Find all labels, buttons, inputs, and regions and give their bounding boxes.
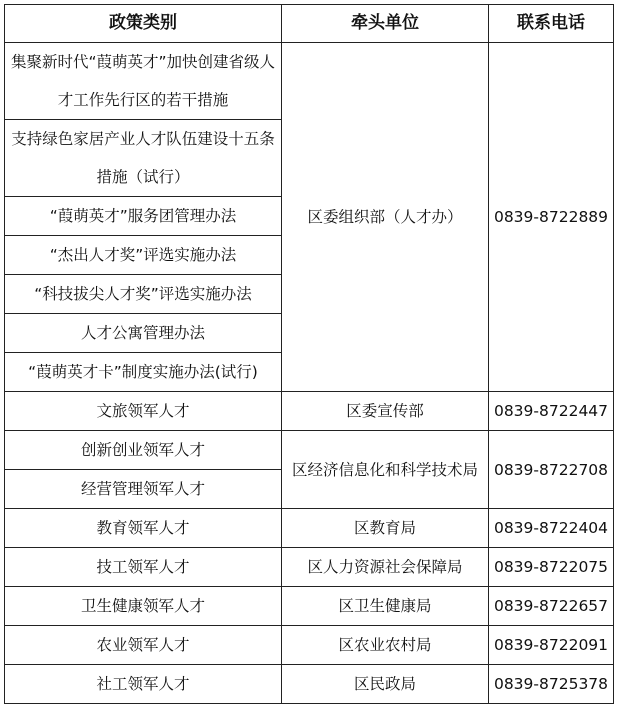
- table-row: [5, 509, 614, 548]
- phone-cell: 0839-8722404: [489, 509, 614, 548]
- phone-cell: 0839-8722075: [489, 548, 614, 587]
- phone-cell: 0839-8722447: [489, 392, 614, 431]
- policy-cell: 集聚新时代“葭萌英才”加快创建省级人才工作先行区的若干措施: [5, 43, 282, 120]
- phone-cell: 0839-8722889: [489, 43, 614, 392]
- header-phone: 联系电话: [489, 5, 614, 43]
- unit-cell: 区委组织部（人才办）: [282, 43, 489, 392]
- unit-cell: 区人力资源社会保障局: [282, 548, 489, 587]
- unit-cell: 区农业农村局: [282, 626, 489, 665]
- unit-cell: 区卫生健康局: [282, 587, 489, 626]
- table-row: [5, 548, 614, 587]
- header-lead-unit: 牵头单位: [282, 5, 489, 43]
- table-row: [5, 431, 614, 470]
- unit-cell: 区经济信息化和科学技术局: [282, 431, 489, 509]
- table-row: [5, 587, 614, 626]
- phone-cell: 0839-8722091: [489, 626, 614, 665]
- table-row: [5, 43, 614, 120]
- phone-cell: 0839-8722708: [489, 431, 614, 509]
- policy-cell: 农业领军人才: [5, 626, 282, 665]
- table-row: [5, 665, 614, 704]
- phone-cell: 0839-8725378: [489, 665, 614, 704]
- unit-cell: 区委宣传部: [282, 392, 489, 431]
- policy-cell: 人才公寓管理办法: [5, 314, 282, 353]
- policy-cell: 支持绿色家居产业人才队伍建设十五条措施（试行）: [5, 120, 282, 197]
- policy-contact-table: [4, 4, 614, 704]
- unit-cell: 区民政局: [282, 665, 489, 704]
- policy-cell: “葭萌英才卡”制度实施办法(试行): [5, 353, 282, 392]
- policy-cell: 经营管理领军人才: [5, 470, 282, 509]
- policy-cell: “葭萌英才”服务团管理办法: [5, 197, 282, 236]
- policy-cell: “杰出人才奖”评选实施办法: [5, 236, 282, 275]
- policy-cell: 文旅领军人才: [5, 392, 282, 431]
- phone-cell: 0839-8722657: [489, 587, 614, 626]
- policy-cell: 教育领军人才: [5, 509, 282, 548]
- policy-cell: 社工领军人才: [5, 665, 282, 704]
- policy-cell: “科技拔尖人才奖”评选实施办法: [5, 275, 282, 314]
- header-policy-type: 政策类别: [5, 5, 282, 43]
- table-row: [5, 626, 614, 665]
- policy-cell: 卫生健康领军人才: [5, 587, 282, 626]
- table-header-row: [5, 5, 614, 43]
- unit-cell: 区教育局: [282, 509, 489, 548]
- policy-cell: 创新创业领军人才: [5, 431, 282, 470]
- policy-cell: 技工领军人才: [5, 548, 282, 587]
- table-row: [5, 392, 614, 431]
